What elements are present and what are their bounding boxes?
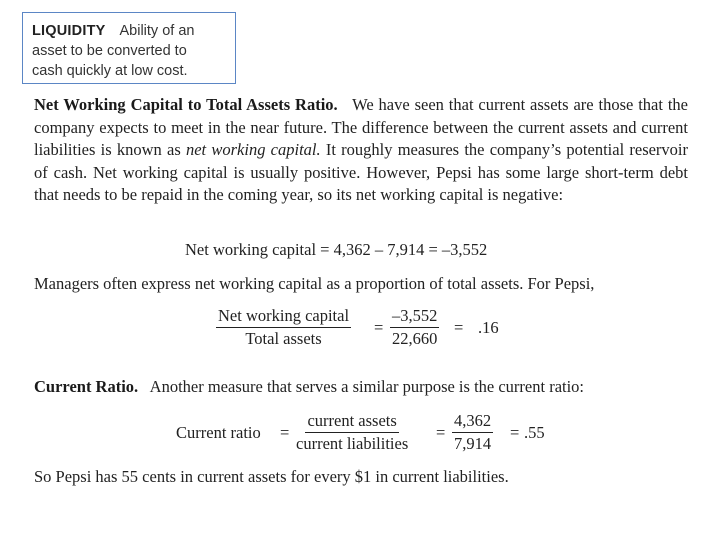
section1-text-a: We have seen that current assets are those that the company expects to meet in the near future. The difference between the current assets and current liabilities is known as [34,95,689,160]
nwc-value-denominator: 22,660 [392,329,438,348]
callout-line-1 [32,21,226,41]
liquidity-definition-box [22,12,236,84]
section2-heading: Current Ratio. [34,377,139,396]
cr-label-numerator: current assets [305,411,398,433]
nwc-ratio-result: .16 [478,318,499,337]
current-ratio-label-fraction [296,411,408,454]
nwc-label-denominator: Total assets [245,329,322,348]
nwc-ratio-label-fraction [216,306,351,349]
section2-text: Another measure that serves a similar purpose is the current ratio: [149,377,585,396]
equals-sign: = [510,423,520,442]
nwc-value-numerator: –3,552 [390,306,439,328]
callout-term: LIQUIDITY [32,23,106,39]
conclusion-paragraph: So Pepsi has 55 cents in current assets for every $1 in current liabilities. [34,467,509,486]
equals-sign: = [436,423,446,442]
callout-definition-2: asset to be converted to [32,43,187,59]
section1-text-b: It roughly measures the company’s potential reservoir of cash. Net working capital is usually positive. However, Pepsi has some large short-term debt that needs to be repaid in the coming year, so its net working capital is negative: [34,140,689,205]
cr-label-denominator: current liabilities [296,434,409,453]
proportion-paragraph: Managers often express net working capital as a proportion of total assets. For Pepsi, [34,274,595,293]
current-ratio-value-fraction [452,411,493,454]
cr-value-numerator: 4,362 [452,411,493,433]
net-working-capital-equation: Net working capital = 4,362 – 7,914 = –3,552 [185,240,488,259]
section1-heading: Net Working Capital to Total Assets Ratio. [34,95,338,114]
section1-italic-term: net working capital. [185,140,321,160]
current-ratio-result: .55 [524,423,545,442]
equals-sign: = [280,423,290,442]
callout-definition-1: Ability of an [119,23,195,39]
equals-sign: = [454,318,464,337]
nwc-label-numerator: Net working capital [216,306,351,328]
cr-value-denominator: 7,914 [454,434,492,453]
nwc-ratio-value-fraction [390,306,439,349]
equals-sign: = [374,318,384,337]
callout-definition-3: cash quickly at low cost. [32,63,188,79]
net-working-capital-paragraph [34,94,688,207]
current-ratio-prefix: Current ratio [176,423,261,442]
current-ratio-paragraph [34,376,688,399]
